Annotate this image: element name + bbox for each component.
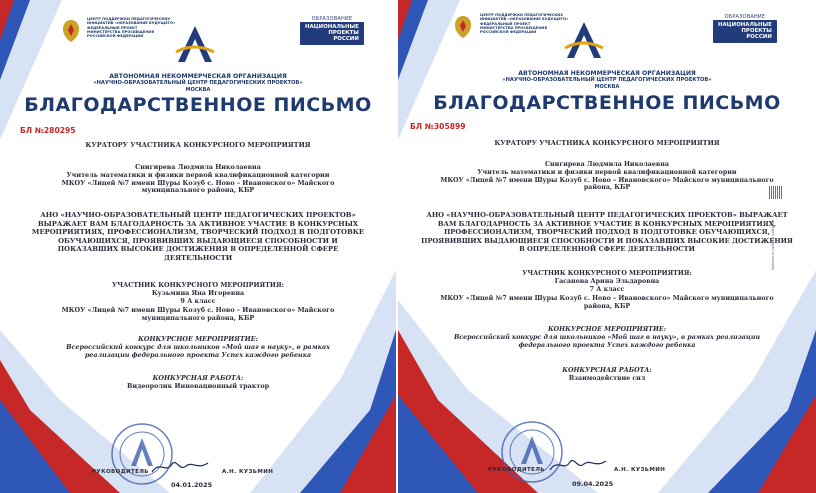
organization-name: АВТОНОМНАЯ НЕКОММЕРЧЕСКАЯ ОРГАНИЗАЦИЯ «НАУЧНО-ОБРАЗОВАТЕЛЬНЫЙ ЦЕНТР ПЕДАГОГИЧЕСКИХ ПРОЕКТОВ» МОСКВА <box>502 70 712 90</box>
teacher-school: МКОУ «Лицей №7 имени Шуры Козуб с. Ново – Ивановского» Майского <box>61 178 335 187</box>
letter-number: БЛ №305899 <box>410 122 466 131</box>
letter-number: БЛ №280295 <box>20 126 76 135</box>
work-heading: КОНКУРСНАЯ РАБОТА: <box>152 374 244 382</box>
teacher-name: Снигирева Людмила Николаевна <box>135 163 261 171</box>
handwritten-signature-icon <box>548 456 608 474</box>
event-heading: КОНКУРСНОЕ МЕРОПРИЯТИЕ: <box>138 335 258 343</box>
work-block <box>412 367 802 383</box>
center-logo-icon <box>561 18 607 64</box>
student-name: Гасанова Арина Эльдаровна <box>554 278 660 286</box>
center-logo-icon <box>172 22 218 68</box>
work-heading: КОНКУРСНАЯ РАБОТА: <box>562 367 652 374</box>
issue-date: 04.01.2025 <box>171 481 213 489</box>
participant-block: УЧАСТНИК КОНКУРСНОГО МЕРОПРИЯТИЯ: Кузьмина Яна Игоревна 9 А класс МКОУ «Лицей №7 имени Шуры Козуб с. Ново – Ивановского» Майского муниципального района, КБР <box>20 281 376 322</box>
teacher-position: Учитель математики и физики первой квалификационной категории <box>66 170 330 179</box>
teacher-block: Снигирева Людмила Николаевна Учитель математики и физики первой квалификационной категории МКОУ «Лицей №7 имени Шуры Козуб с. Ново – Ивановского» Майского муниципального района, КБР <box>20 164 376 195</box>
vertical-note: Заверено сайта 1 рабочий <box>771 219 775 270</box>
event-heading: КОНКУРСНОЕ МЕРОПРИЯТИЕ: <box>547 326 667 333</box>
participant-heading: УЧАСТНИК КОНКУРСНОГО МЕРОПРИЯТИЯ: <box>112 281 284 289</box>
teacher-name: Снигирева Людмила Николаевна <box>545 161 669 168</box>
page-title: БЛАГОДАРСТВЕННОЕ ПИСЬМО <box>433 92 781 114</box>
event-block: КОНКУРСНОЕ МЕРОПРИЯТИЕ: Всероссийский конкурс для школьников «Мой шаг в науку», в рамках реализации федерального проекта Успех каждого ребенка <box>412 326 802 351</box>
work-title: Взаимодействие сил <box>568 375 646 383</box>
letter-right <box>398 0 816 493</box>
student-class: 7 А класс <box>589 286 625 294</box>
signature-name: А.Н. КУЗЬМИН <box>222 469 274 475</box>
qr-code-icon <box>769 186 782 199</box>
national-projects-badge: ОБРАЗОВАНИЕ НАЦИОНАЛЬНЫЕ ПРОЕКТЫ РОССИИ <box>300 16 364 45</box>
signature-role: РУКОВОДИТЕЛЬ <box>488 467 545 473</box>
gratitude-text: АНО «НАУЧНО-ОБРАЗОВАТЕЛЬНЫЙ ЦЕНТР ПЕДАГОГИЧЕСКИХ ПРОЕКТОВ» ВЫРАЖАЕТ ВАМ БЛАГОДАРНОСТЬ ЗА АКТИВНОЕ УЧАСТИЕ В КОНКУРСНЫХ МЕРОПРИЯТИЯХ, ПРОФЕССИОНАЛИЗМ, ТВОРЧЕСКИЙ ПОДХОД В ПОДГОТОВКЕ ОБУЧАЮЩИХСЯ, ПРОЯВИВШИХ ВЫДАЮЩИЕСЯ СПОСОБНОСТИ И ПОКАЗАВШИХ ВЫСОКИЕ ДОСТИЖЕНИЯ В ОПРЕДЕЛЕННОЙ СФЕРЕ ДЕЯТЕЛЬНОСТИ <box>421 211 793 254</box>
coat-of-arms-icon <box>60 18 82 44</box>
national-projects-badge: ОБРАЗОВАНИЕ НАЦИОНАЛЬНЫЕ ПРОЕКТЫ РОССИИ <box>713 14 777 43</box>
student-class: 9 А класс <box>180 297 216 306</box>
handwritten-signature-icon <box>150 458 210 476</box>
letter-left <box>0 0 396 493</box>
student-name: Кузьмина Яна Игоревна <box>151 289 245 298</box>
event-block: КОНКУРСНОЕ МЕРОПРИЯТИЕ: Всероссийский конкурс для школьников «Мой шаг в науку», в рамках реализации федерального проекта Успех каждого ребенка <box>20 335 376 360</box>
teacher-position: Учитель математики и физики первой квалификационной категории <box>477 168 737 176</box>
ministry-caption: ЦЕНТР ПОДДЕРЖКИ ПЕДАГОГИЧЕСКИХ ИНИЦИАТИВ «ОБРАЗОВАНИЕ БУДУЩЕГО» ФЕДЕРАЛЬНЫЙ ПРОЕКТ МИНИСТЕРСТВА ПРОСВЕЩЕНИЯ РОССИЙСКОЙ ФЕДЕРАЦИИ <box>480 13 569 35</box>
stamp-seal-icon <box>500 420 564 484</box>
ministry-caption: ЦЕНТР ПОДДЕРЖКИ ПЕДАГОГИЧЕСКИХ ИНИЦИАТИВ «ОБРАЗОВАНИЕ БУДУЩЕГО» ФЕДЕРАЛЬНЫЙ ПРОЕКТ МИНИСТЕРСТВА ПРОСВЕЩЕНИЯ РОССИЙСКОЙ ФЕДЕРАЦИИ <box>87 17 176 39</box>
gratitude-text: АНО «НАУЧНО-ОБРАЗОВАТЕЛЬНЫЙ ЦЕНТР ПЕДАГОГИЧЕСКИХ ПРОЕКТОВ» ВЫРАЖАЕТ ВАМ БЛАГОДАРНОСТЬ ЗА АКТИВНОЕ УЧАСТИЕ В КОНКУРСНЫХ МЕРОПРИЯТИЯХ, ПРОФЕССИОНАЛИЗМ, ТВОРЧЕСКИЙ ПОДХОД В ПОДГОТОВКЕ ОБУЧАЮЩИХСЯ, ПРОЯВИВШИХ ВЫДАЮЩИЕСЯ СПОСОБНОСТИ И ПОКАЗАВШИХ ВЫСОКИЕ ДОСТИЖЕНИЯ В ОПРЕДЕЛЕННОЙ СФЕРЕ ДЕЯТЕЛЬНОСТИ <box>31 211 365 262</box>
participant-block: УЧАСТНИК КОНКУРСНОГО МЕРОПРИЯТИЯ: Гасанова Арина Эльдаровна 7 А класс МКОУ «Лицей №7 имени Шуры Козуб с. Ново – Ивановского» Майского муниципального района, КБР <box>412 270 802 311</box>
work-block <box>20 374 376 390</box>
work-title: Видеоролик Инновационный трактор <box>126 382 270 391</box>
curator-heading: КУРАТОРУ УЧАСТНИКА КОНКУРСНОГО МЕРОПРИЯТИЯ <box>85 141 311 149</box>
organization-name: АВТОНОМНАЯ НЕКОММЕРЧЕСКАЯ ОРГАНИЗАЦИЯ «НАУЧНО-ОБРАЗОВАТЕЛЬНЫЙ ЦЕНТР ПЕДАГОГИЧЕСКИХ ПРОЕКТОВ» МОСКВА <box>93 73 303 93</box>
signature-role: РУКОВОДИТЕЛЬ <box>92 469 149 475</box>
teacher-school: МКОУ «Лицей №7 имени Шуры Козуб с. Ново – Ивановского» Майского муниципального <box>440 176 774 184</box>
curator-heading: КУРАТОРУ УЧАСТНИКА КОНКУРСНОГО МЕРОПРИЯТИЯ <box>494 139 720 147</box>
coat-of-arms-icon <box>452 14 474 40</box>
stamp-seal-icon <box>110 422 174 486</box>
participant-heading: УЧАСТНИК КОНКУРСНОГО МЕРОПРИЯТИЯ: <box>522 270 692 277</box>
issue-date: 09.04.2025 <box>572 480 614 488</box>
page-title: БЛАГОДАРСТВЕННОЕ ПИСЬМО <box>24 94 372 116</box>
teacher-block: Снигирева Людмила Николаевна Учитель математики и физики первой квалификационной категории МКОУ «Лицей №7 имени Шуры Козуб с. Ново – Ивановского» Майского муниципального района, КБР <box>412 161 802 192</box>
signature-name: А.Н. КУЗЬМИН <box>614 467 666 473</box>
